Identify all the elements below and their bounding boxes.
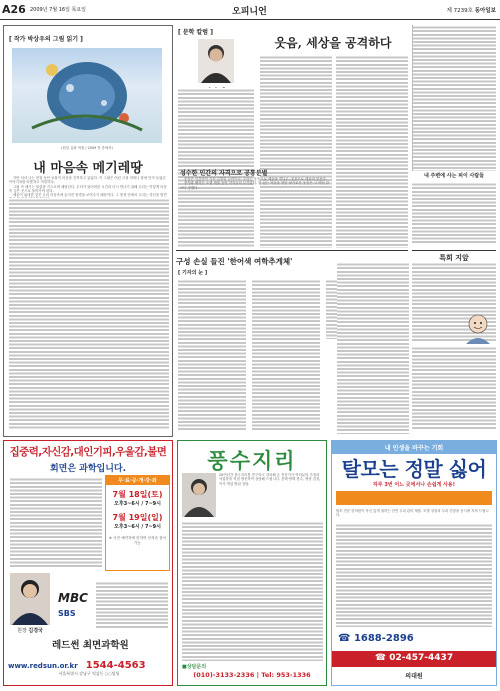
page-header: [0, 0, 500, 20]
person-icon: [198, 39, 234, 83]
ad-hypnosis-person: [10, 573, 50, 625]
sbs-logo: SBS: [58, 609, 76, 618]
right-subhead-intro: 웃음은 인간만이 가진 특별한 능력이다. 우리는 웃음으로 세상을 견디고, 웃음으로 세상과 맞선다. 풍자와 해학은 오랜 세월 동안 약자들의 무기였다. 힘 있는 자들을 향한 날카로운 웃음은 그 어떤 칼보다 강했다.: [180, 177, 329, 190]
left-body: 가만 서서 나는 한참 동안 보물이 마음을 간직하고 있었다. 이 그림은 어린 시절 어머니 품에 안겨 들었던 이야기처럼 따뜻하고 아련하다. 그림 속 메기는 물살을 거스르며 헤엄친다. 우리가 잃어버린 시간과 다시 만나기 위해 우리는 이렇게 마음속 깊은 곳으로 돌아가야 한다. 예술이 위대한 것은 우리 마음속에 숨겨진 풍경을 보여주기 때문이다. 그 풍경 안에서 우리는 자신을 발견: [9, 176, 167, 198]
ad-phone[interactable]: 1544-4563: [85, 660, 146, 671]
mid-body-col1: [178, 279, 246, 431]
lecture-date-2: 7월 19일(일): [112, 513, 163, 522]
right-subhead: 성수한 인간의 자격으로 공통분별: [180, 170, 268, 177]
side-box-title: 내 주변에 사는 피이 사람들: [423, 173, 485, 179]
left-article: [3, 25, 173, 437]
ad-hairloss-top: 내 인생을 바꾸는 기회: [332, 441, 496, 454]
page-number: A26: [2, 3, 26, 16]
right-headline: 웃음, 세상을 공격하다: [274, 36, 392, 50]
mid-headline: 구성 손실 들진 '한어색 여학추게체': [176, 257, 293, 266]
ad-hypnosis-brand: 레드썬 최면과학원: [52, 640, 129, 651]
ad-fengshui-intro: 20여년간 풍수지리를 연구하고 강의해 온 전문가가 여러분의 가정과 사업장을 직접 방문하여 상담해 드립니다. 음택·양택 풍수, 명당 감정, 이사·개업 방위 상담.: [219, 473, 321, 486]
ad-hairloss-desc: 탈모 전문 한의원이 자신 있게 권하는 천연 두피 관리 제품. 모발 성장과 두피 건강을 동시에 지켜 드립니다.: [336, 509, 489, 518]
ad-fengshui-photo: [182, 473, 216, 517]
ad-hypnosis-lecture: [105, 475, 170, 571]
lecture-time-2: 오후3~6시 / 7~9시: [114, 524, 161, 530]
ad-hypnosis-contact[interactable]: [8, 653, 170, 672]
ad-hairloss[interactable]: [331, 440, 497, 686]
dialogue-body-col1: [337, 262, 409, 434]
ad-hypnosis-subtitle: 회면은 과학입니다.: [49, 464, 127, 474]
ad-hypnosis-title: 집중력,자신감,대인기피,우울감,불면: [9, 446, 167, 458]
paper-brand: 제 7239호 동아일보: [446, 8, 496, 14]
left-body-filler: [9, 198, 169, 430]
ad-address: 서울특별시 강남구 역삼동 ○○빌딩: [58, 671, 120, 676]
dialogue-cartoon: [460, 312, 496, 344]
section-title: 오피니언: [232, 7, 267, 17]
person-icon: [182, 473, 216, 517]
lecture-tag: 무·료·공·개·강·좌: [106, 476, 169, 485]
ad-hypnosis-body: [10, 477, 102, 567]
cartoon-icon: [460, 312, 496, 344]
ad-hairloss-band: [336, 491, 492, 505]
ad-fengshui-phone[interactable]: (010)-3133-2336 | Tel: 953-1336: [193, 671, 311, 679]
image-caption: (원강 유화 작품 / 2009 작 중에서): [61, 146, 113, 150]
ad-url[interactable]: www.redsun.or.kr: [8, 662, 78, 670]
ad-fengshui-tag: ■상담문의: [182, 664, 207, 670]
side-box-body: [412, 182, 496, 245]
right-body-col1: [260, 55, 332, 248]
lecture-note: ※ 사전 예약자에 한하여 선착순 참석 가능: [108, 536, 167, 545]
person-icon: [10, 573, 50, 625]
ad-hairloss-phone-free[interactable]: ☎ 1688-2896: [338, 633, 414, 644]
right-body-col2: [336, 55, 408, 248]
issue-date: 2009년 7월 16일 목요일: [30, 7, 87, 13]
ad-hairloss-lead: 하루 3번 어느 곳에서나 손쉽게 사용!: [372, 482, 456, 488]
ad-fengshui-body: [182, 521, 323, 661]
ad-fengshui-title: 풍수지리: [207, 449, 297, 473]
box-title: [ 작가 박상우의 그림 읽기 ]: [9, 36, 83, 43]
columnist-photo: [198, 39, 234, 83]
ad-fengshui[interactable]: [177, 440, 327, 686]
dialogue-body-col3: [412, 346, 496, 430]
painting-image: [12, 48, 162, 143]
ad-hypnosis-desc: [96, 581, 168, 629]
lecture-date-1: 7월 18일(토): [112, 490, 163, 499]
lecture-time-1: 오후3~6시 / 7~9시: [114, 501, 161, 507]
left-headline: 내 마음속 메기레땅: [33, 161, 143, 176]
mid-body-col2: [252, 279, 320, 431]
painting-art: [12, 48, 162, 143]
column-label: [ 문학 칼럼 ]: [178, 29, 213, 36]
right-body-col3: [412, 25, 496, 171]
ad-hairloss-brand: 의대원: [405, 673, 423, 680]
mbc-logo: MBC: [58, 591, 88, 605]
ad-person-label: 원장 김경국: [17, 628, 43, 634]
ad-hairloss-phone[interactable]: ☎ 02-457-4437: [332, 651, 496, 667]
ad-hypnosis[interactable]: [3, 440, 173, 686]
ad-hairloss-body: [336, 523, 492, 627]
dialogue-label: 특희 지앞: [412, 250, 496, 263]
mid-label: [ 기자의 눈 ]: [178, 270, 208, 276]
ad-hairloss-title: 탈모는 정말 싫어: [341, 457, 487, 481]
